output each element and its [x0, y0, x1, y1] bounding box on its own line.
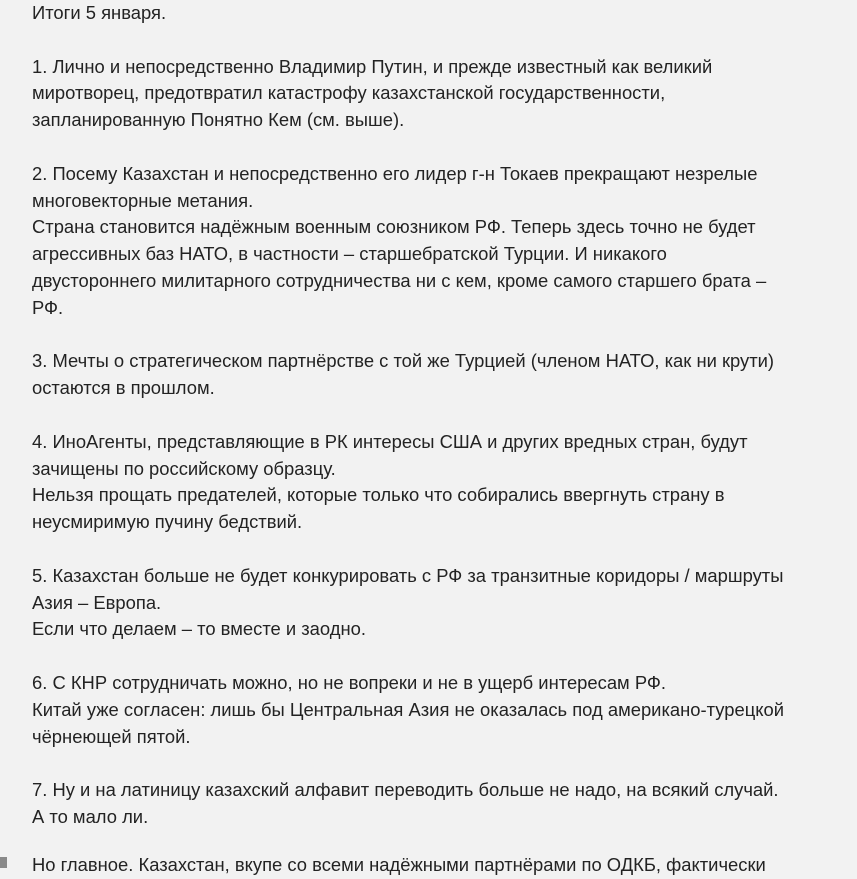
paragraph-line: агрессивных баз НАТО, в частности – старшебратской Турции. И никакого [32, 243, 667, 265]
post-body [32, 0, 847, 831]
paragraph-gap [32, 402, 847, 429]
paragraph-4 [32, 429, 847, 536]
paragraph-line: зачищены по российскому образцу. [32, 457, 336, 479]
paragraph-gap [32, 750, 847, 777]
paragraph-line: 5. Казахстан больше не будет конкурировать с РФ за транзитные коридоры / маршруты [32, 564, 784, 586]
cut-off-paragraph-line: Но главное. Казахстан, вкупе со всеми надёжными партнёрами по ОДКБ, фактически [32, 854, 766, 875]
paragraph-line: остаются в прошлом. [32, 377, 215, 399]
paragraph-gap [32, 643, 847, 670]
paragraph-line: РФ. [32, 296, 64, 318]
paragraph-gap [32, 27, 847, 54]
paragraph-line: многовекторные метания. [32, 189, 254, 211]
paragraph-line: А то мало ли. [32, 805, 149, 827]
paragraph-line: миротворец, предотвратил катастрофу казахстанской государственности, [32, 82, 666, 104]
paragraph-line: двустороннего милитарного сотрудничества ни с кем, кроме самого старшего брата – [32, 269, 767, 291]
paragraph-3 [32, 348, 847, 402]
paragraph-line: 1. Лично и непосредственно Владимир Путин, и прежде известный как великий [32, 55, 713, 77]
paragraph-gap [32, 536, 847, 563]
scroll-marker [0, 857, 7, 868]
paragraph-line: запланированную Понятно Кем (см. выше). [32, 109, 405, 131]
paragraph-7 [32, 777, 847, 831]
paragraph-2 [32, 161, 847, 322]
paragraph-line: Азия – Европа. [32, 591, 162, 613]
paragraph-line: 7. Ну и на латиницу казахский алфавит переводить больше не надо, на всякий случай. [32, 779, 779, 801]
paragraph-line: неусмиримую пучину бедствий. [32, 511, 303, 533]
paragraph-line: 2. Посему Казахстан и непосредственно его лидер г-н Токаев прекращают незрелые [32, 162, 758, 184]
paragraph-gap [32, 134, 847, 161]
paragraph-line: 3. Мечты о стратегическом партнёрстве с той же Турцией (членом НАТО, как ни крути) [32, 350, 775, 372]
post-title: Итоги 5 января. [32, 2, 167, 23]
paragraph-line: чёрнеющей пятой. [32, 725, 191, 747]
paragraph-line: Страна становится надёжным военным союзником РФ. Теперь здесь точно не будет [32, 216, 756, 238]
paragraph-line: Китай уже согласен: лишь бы Центральная Азия не оказалась под американо-турецкой [32, 698, 784, 720]
paragraph-line: 6. С КНР сотрудничать можно, но не вопреки и не в ущерб интересам РФ. [32, 671, 666, 693]
paragraph-1 [32, 54, 847, 134]
paragraph-line: 4. ИноАгенты, представляющие в РК интересы США и других вредных стран, будут [32, 430, 748, 452]
paragraph-line: Нельзя прощать предателей, которые только что собирались ввергнуть страну в [32, 484, 725, 506]
paragraph-5 [32, 563, 847, 643]
paragraph-gap [32, 322, 847, 349]
paragraph-6 [32, 670, 847, 750]
paragraph-line: Если что делаем – то вместе и заодно. [32, 618, 366, 640]
